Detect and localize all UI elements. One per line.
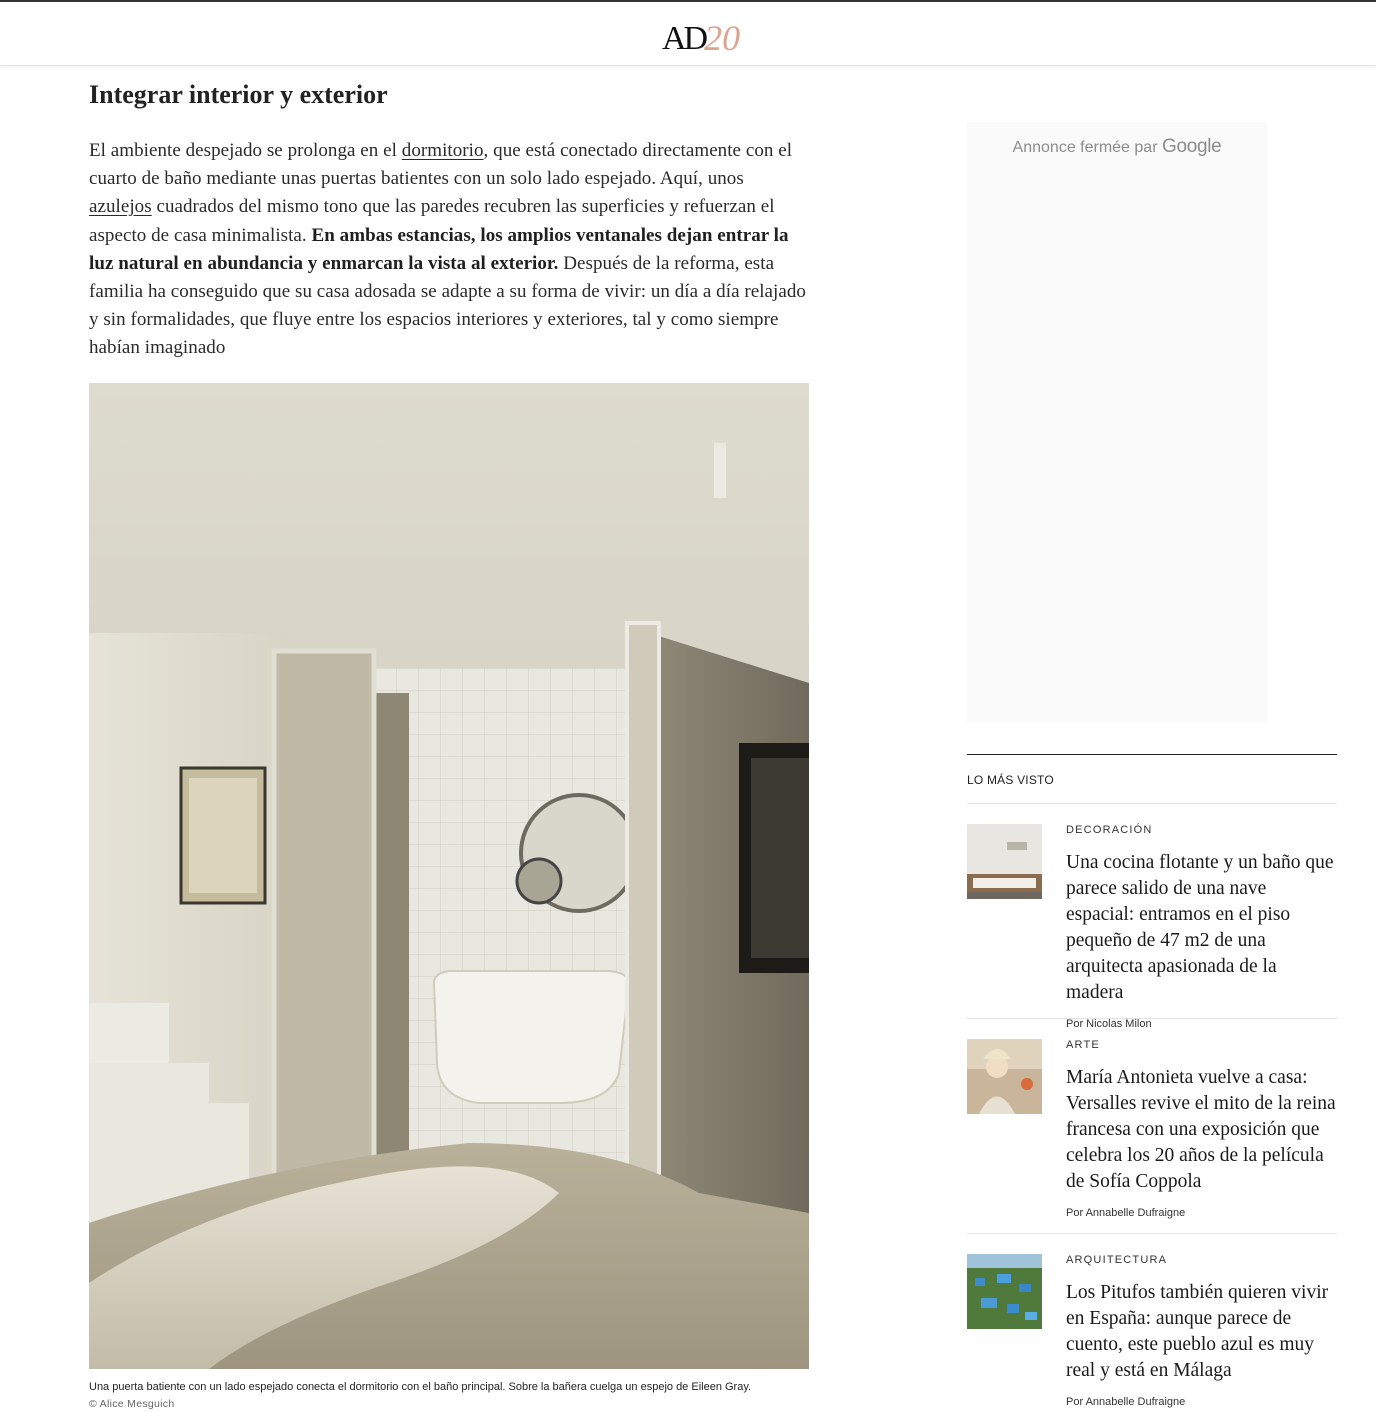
most-viewed-section (967, 754, 1337, 1412)
ad-closed-notice (967, 136, 1267, 158)
image-credit: © Alice Mesguich (89, 1398, 175, 1410)
item-category: ARQUITECTURA (1066, 1254, 1168, 1266)
blue-village-thumbnail-image (967, 1254, 1042, 1329)
item-byline: Por Annabelle Dufraigne (1066, 1396, 1186, 1408)
kitchen-thumbnail-image (967, 824, 1042, 899)
item-byline: Por Nicolas Milon (1066, 1018, 1152, 1030)
section-title: Integrar interior y exterior (89, 80, 388, 109)
bedroom-bathroom-photo (89, 383, 809, 1369)
item-category: ARTE (1066, 1039, 1100, 1051)
item-category: DECORACIÓN (1066, 824, 1153, 836)
ad-closed-text: Annonce fermée par (1012, 139, 1158, 156)
logo-letters: AD (662, 20, 706, 57)
article-body (89, 80, 809, 363)
article-image (89, 383, 809, 1369)
paragraph-text: cuadrados del mismo tono que las paredes recubren las superficies y refuerzan el aspecto de casa minimalista. (89, 196, 775, 246)
item-thumbnail[interactable] (967, 1039, 1042, 1114)
paragraph-text: , que está conectado directamente con el cuarto de baño mediante unas puertas batientes con un solo lado espejado. Aquí, unos (89, 140, 793, 190)
site-logo[interactable] (662, 16, 740, 56)
google-logo: Google (1161, 136, 1222, 157)
logo-number: 20 (704, 18, 741, 58)
marie-antoinette-thumbnail-image (967, 1039, 1042, 1114)
most-viewed-heading: LO MÁS VISTO (967, 773, 1337, 804)
link-azulejos[interactable]: azulejos (89, 196, 152, 218)
most-viewed-item[interactable] (967, 804, 1337, 1030)
item-thumbnail[interactable] (967, 824, 1042, 899)
item-title[interactable]: María Antonieta vuelve a casa: Versalles revive el mito de la reina francesa con una exposición que celebra los 20 años de la película de Sofía Coppola (1066, 1067, 1336, 1192)
paragraph-bold-text: En ambas estancias, los amplios ventanales dejan entrar la luz natural en abundancia y enmarcan la vista al exterior. (89, 224, 789, 274)
most-viewed-item[interactable] (967, 1234, 1337, 1412)
most-viewed-item[interactable] (967, 1019, 1337, 1234)
site-header (0, 0, 1376, 66)
link-dormitorio[interactable]: dormitorio (401, 140, 484, 161)
paragraph-text: El ambiente despejado se prolonga en el (89, 140, 402, 161)
article-paragraph (89, 137, 809, 363)
ad-slot (967, 122, 1267, 722)
item-byline: Por Annabelle Dufraigne (1066, 1207, 1186, 1219)
item-title[interactable]: Los Pitufos también quieren vivir en España: aunque parece de cuento, este pueblo azul es muy real y está en Málaga (1066, 1282, 1329, 1381)
item-thumbnail[interactable] (967, 1254, 1042, 1329)
image-caption: Una puerta batiente con un lado espejado conecta el dormitorio con el baño principal. Sobre la bañera cuelga un espejo de Eileen Gray. (89, 1381, 752, 1393)
item-title[interactable]: Una cocina flotante y un baño que parece salido de una nave espacial: entramos en el piso pequeño de 47 m2 de una arquitecta apasionada de la madera (1066, 852, 1334, 1003)
paragraph-text: Después de la reforma, esta familia ha conseguido que su casa adosada se adapte a su forma de vivir: un día a día relajado y sin formalidades, que fluye entre los espacios interiores y exteriores, tal y como siempre habían imaginado (89, 252, 806, 359)
